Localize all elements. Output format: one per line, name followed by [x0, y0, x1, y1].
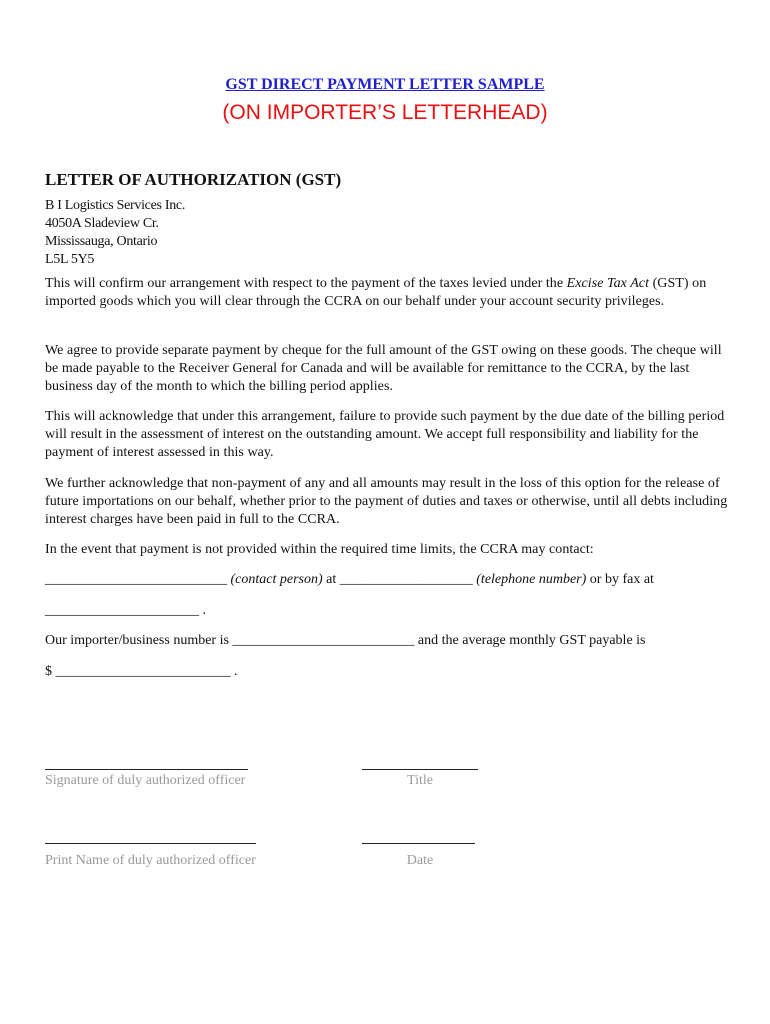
fax-blank[interactable]: ______________________	[45, 603, 199, 618]
telephone-label: (telephone number)	[476, 572, 587, 587]
contact-person-blank[interactable]: __________________________	[45, 572, 227, 587]
sample-title: GST DIRECT PAYMENT LETTER SAMPLE	[225, 76, 545, 93]
fax-line	[45, 603, 206, 619]
paragraph-text: We further acknowledge that non-payment of any and all amounts may result in the loss of this option for the release of future importations on our behalf, whether prior to the payment of duties and taxes or otherwise, until all debts including interest charges have been paid in full to the CCRA.	[45, 476, 728, 527]
act-name: Excise Tax Act	[566, 276, 650, 291]
amount-line	[45, 664, 238, 680]
date-caption: Date	[406, 853, 434, 868]
address-line: 4050A Sladeview Cr.	[45, 216, 159, 231]
letter-heading: LETTER OF AUTHORIZATION (GST)	[45, 170, 342, 189]
signature-caption: Signature of duly authorized officer	[45, 773, 246, 788]
business-number-line	[45, 633, 646, 649]
paragraph-text: (GST) on imported goods which you will clear through the CCRA on our behalf under your account security privileges.	[45, 276, 707, 309]
paragraph-payment	[45, 342, 730, 396]
business-number-blank[interactable]: __________________________	[232, 633, 415, 648]
monthly-gst-label: and the average monthly GST payable is	[417, 633, 646, 648]
paragraph-acknowledge	[45, 408, 730, 462]
business-number-label: Our importer/business number is	[45, 633, 229, 648]
paragraph-text: This will acknowledge that under this arrangement, failure to provide such payment by the due date of the billing period will result in the assessment of interest on the outstanding amount. We accept full responsibility and liability for the payment of interest assessed in this way.	[45, 409, 725, 460]
paragraph-text: We agree to provide separate payment by cheque for the full amount of the GST owing on these goods. The cheque will be made payable to the Receiver General for Canada and will be available for remittance to the CCRA, by the last business day of the month to which the billing period applies.	[45, 343, 722, 394]
print-name-rule[interactable]	[45, 843, 256, 844]
print-name-caption: Print Name of duly authorized officer	[45, 853, 256, 868]
telephone-blank[interactable]: ___________________	[339, 572, 473, 587]
signature-rule[interactable]	[45, 769, 248, 770]
date-rule[interactable]	[362, 843, 475, 844]
dollar-sign: $	[45, 664, 52, 679]
letterhead-note: (ON IMPORTER’S LETTERHEAD)	[222, 101, 548, 124]
paragraph-text: In the event that payment is not provided within the required time limits, the CCRA may contact:	[45, 542, 594, 557]
paragraph-text: This will confirm our arrangement with respect to the payment of the taxes levied under the	[45, 276, 567, 291]
contact-person-label: (contact person)	[230, 572, 323, 587]
paragraph-contact-intro	[45, 541, 730, 559]
amount-line-end: .	[234, 664, 238, 679]
title-rule[interactable]	[362, 769, 478, 770]
paragraph-further	[45, 475, 730, 529]
fax-line-end: .	[202, 603, 206, 618]
paragraph-confirmation	[45, 275, 730, 311]
address-line: L5L 5Y5	[45, 252, 95, 267]
amount-blank[interactable]: _________________________	[55, 664, 231, 679]
contact-at: at	[326, 572, 337, 587]
address-line: B I Logistics Services Inc.	[45, 198, 186, 213]
fax-label: or by fax at	[589, 572, 654, 587]
address-line: Mississauga, Ontario	[45, 234, 158, 249]
title-caption: Title	[407, 773, 433, 788]
contact-line	[45, 572, 654, 588]
